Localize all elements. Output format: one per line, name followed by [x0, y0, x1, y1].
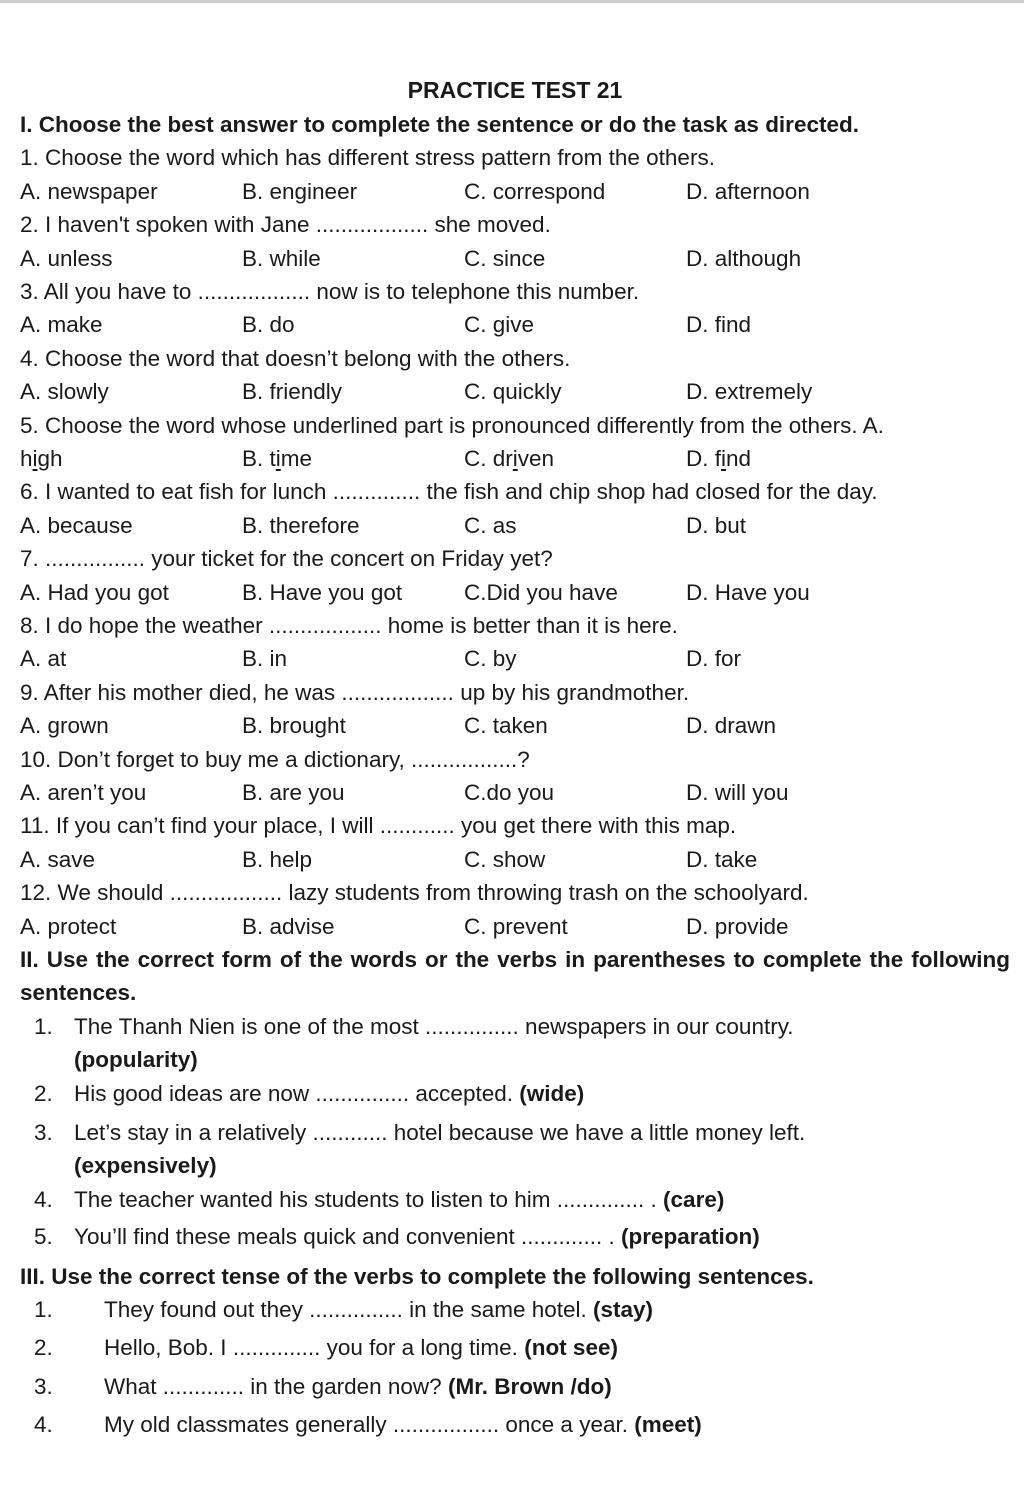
item-number: 4.: [34, 1412, 53, 1438]
options-12: [20, 910, 1010, 943]
item-number: 5.: [34, 1224, 53, 1250]
options-11: [20, 843, 1010, 876]
option-d[interactable]: D. afternoon: [686, 178, 810, 204]
option-c[interactable]: [464, 442, 686, 475]
options-3: [20, 308, 1010, 341]
question-10: 10. Don’t forget to buy me a dictionary, .................?: [20, 746, 530, 772]
item-verb: (not see): [524, 1335, 618, 1361]
list-item: [20, 1220, 1010, 1253]
option-c-underlined: i: [512, 446, 518, 471]
option-c-pre: C. dr: [464, 446, 513, 471]
option-b-underlined: i: [275, 446, 281, 471]
option-a-underlined: i: [32, 446, 38, 471]
item-word: (preparation): [621, 1224, 760, 1250]
option-c[interactable]: C. give: [464, 312, 535, 338]
option-c[interactable]: C. prevent: [464, 913, 568, 939]
item-word: (wide): [519, 1080, 585, 1106]
section-2-heading: II. Use the correct form of the words or the verbs in parentheses to complete the following sentences.: [20, 946, 1010, 1006]
options-5: [20, 442, 1010, 475]
item-sentence: My old classmates generally ................. once a year.: [104, 1412, 628, 1438]
option-a[interactable]: A. at: [20, 646, 67, 672]
question-2: 2. I haven't spoken with Jane .................. she moved.: [20, 212, 551, 238]
section-2-list: [20, 1010, 1010, 1254]
option-b[interactable]: B. brought: [242, 713, 346, 739]
top-border: [0, 0, 1024, 3]
item-number: 4.: [34, 1186, 53, 1212]
question-5: 5. Choose the word whose underlined part is pronounced differently from the others. A.: [20, 412, 884, 438]
item-number: 2.: [34, 1080, 53, 1106]
list-item: [20, 1010, 1010, 1077]
page-title: PRACTICE TEST 21: [407, 77, 623, 103]
option-a[interactable]: A. slowly: [20, 379, 109, 405]
item-sentence: The teacher wanted his students to listen to him .............. .: [74, 1186, 657, 1212]
question-8: 8. I do hope the weather .................. home is better than it is here.: [20, 612, 678, 638]
options-4: [20, 375, 1010, 408]
option-a[interactable]: A. because: [20, 512, 133, 538]
question-9: 9. After his mother died, he was .................. up by his grandmother.: [20, 679, 690, 705]
option-d-pre: D. f: [686, 446, 722, 471]
option-b[interactable]: B. Have you got: [242, 579, 403, 605]
item-text: [104, 1331, 1010, 1364]
option-b-pre: B. t: [242, 446, 276, 471]
option-a[interactable]: A. grown: [20, 713, 109, 739]
option-b[interactable]: B. do: [242, 312, 295, 338]
option-b[interactable]: B. advise: [242, 913, 335, 939]
item-sentence: You’ll find these meals quick and convenient ............. .: [74, 1224, 615, 1250]
option-b[interactable]: B. friendly: [242, 379, 343, 405]
list-item: [20, 1293, 1010, 1326]
item-text: [74, 1183, 1010, 1216]
option-a-pre: h: [20, 446, 33, 471]
item-sentence: They found out they ............... in the same hotel.: [104, 1297, 587, 1323]
item-text: [104, 1293, 1010, 1326]
option-b[interactable]: [242, 442, 464, 475]
item-text: [74, 1010, 1010, 1077]
section-3-heading: III. Use the correct tense of the verbs to complete the following sentences.: [20, 1263, 814, 1289]
option-a[interactable]: A. save: [20, 846, 96, 872]
item-word: (expensively): [74, 1153, 217, 1179]
question-12: 12. We should .................. lazy students from throwing trash on the schoolyard.: [20, 880, 809, 906]
option-c[interactable]: C.do you: [464, 779, 555, 805]
options-7: [20, 576, 1010, 609]
option-d[interactable]: D. find: [686, 312, 752, 338]
question-list: [20, 141, 1010, 943]
question-1: 1. Choose the word which has different stress pattern from the others.: [20, 145, 715, 171]
option-d[interactable]: D. Have you: [686, 579, 810, 605]
option-b-post: me: [280, 446, 313, 471]
option-c[interactable]: C. since: [464, 245, 546, 271]
option-a-post: gh: [37, 446, 63, 471]
item-number: 3.: [34, 1373, 53, 1399]
option-c[interactable]: C.Did you have: [464, 579, 618, 605]
options-2: [20, 242, 1010, 275]
item-sentence: What ............. in the garden now?: [104, 1373, 442, 1399]
options-10: [20, 776, 1010, 809]
option-a[interactable]: A. unless: [20, 245, 113, 271]
question-3: 3. All you have to .................. now is to telephone this number.: [20, 279, 640, 304]
options-6: [20, 509, 1010, 542]
item-verb: (stay): [593, 1297, 654, 1323]
option-b[interactable]: B. therefore: [242, 512, 360, 538]
list-item: [20, 1116, 1010, 1183]
option-a[interactable]: A. protect: [20, 913, 117, 939]
question-4: 4. Choose the word that doesn’t belong with the others.: [20, 345, 571, 371]
option-c[interactable]: C. show: [464, 846, 546, 872]
option-a[interactable]: A. aren’t you: [20, 779, 147, 805]
option-a[interactable]: A. newspaper: [20, 178, 158, 204]
section-1-heading: I. Choose the best answer to complete the sentence or do the task as directed.: [20, 112, 859, 137]
option-d[interactable]: D. drawn: [686, 713, 777, 739]
list-item: [20, 1370, 1010, 1403]
option-d[interactable]: D. will you: [686, 779, 789, 805]
question-7: 7. ................ your ticket for the concert on Friday yet?: [20, 546, 553, 572]
section-3-list: [20, 1293, 1010, 1442]
option-d[interactable]: D. although: [686, 245, 802, 271]
option-d[interactable]: [686, 442, 936, 475]
item-number: 2.: [34, 1335, 53, 1361]
option-a[interactable]: A. Had you got: [20, 579, 169, 605]
option-b[interactable]: B. while: [242, 245, 321, 271]
list-item: [20, 1408, 1010, 1441]
worksheet: [20, 72, 1010, 1442]
option-d[interactable]: D. for: [686, 646, 742, 672]
item-text: [74, 1116, 1010, 1183]
list-item: [20, 1183, 1010, 1216]
option-c[interactable]: C. correspond: [464, 178, 606, 204]
item-verb: (meet): [634, 1412, 702, 1438]
item-number: 1.: [34, 1013, 53, 1039]
options-8: [20, 642, 1010, 675]
question-11: 11. If you can’t find your place, I will ............ you get there with this map.: [20, 813, 737, 839]
option-a[interactable]: [20, 442, 242, 475]
options-9: [20, 709, 1010, 742]
option-b[interactable]: B. are you: [242, 779, 345, 805]
item-sentence: The Thanh Nien is one of the most ............... newspapers in our country.: [74, 1013, 794, 1039]
item-number: 1.: [34, 1297, 53, 1323]
option-d[interactable]: D. extremely: [686, 379, 813, 405]
option-b[interactable]: B. engineer: [242, 178, 358, 204]
item-text: [74, 1077, 1010, 1110]
option-c[interactable]: C. by: [464, 646, 517, 672]
item-text: [104, 1408, 1010, 1441]
option-a[interactable]: A. make: [20, 312, 103, 338]
item-sentence: His good ideas are now ............... accepted.: [74, 1080, 513, 1106]
option-c-post: ven: [517, 446, 555, 471]
option-d-underlined: i: [721, 446, 727, 471]
option-c[interactable]: C. as: [464, 512, 517, 538]
option-b[interactable]: B. help: [242, 846, 313, 872]
item-sentence: Let’s stay in a relatively ............ hotel because we have a little money left.: [74, 1120, 806, 1145]
option-d[interactable]: D. provide: [686, 913, 789, 939]
list-item: [20, 1077, 1010, 1110]
options-1: [20, 175, 1010, 208]
option-c[interactable]: C. quickly: [464, 379, 562, 405]
item-text: [104, 1370, 1010, 1403]
item-word: (care): [663, 1186, 725, 1212]
item-sentence: Hello, Bob. I .............. you for a long time.: [104, 1335, 518, 1361]
option-c[interactable]: C. taken: [464, 713, 548, 739]
option-d-post: nd: [726, 446, 752, 471]
question-6: 6. I wanted to eat fish for lunch .............. the fish and chip shop had closed for the day.: [20, 479, 878, 505]
item-number: 3.: [34, 1120, 53, 1145]
option-d[interactable]: D. take: [686, 846, 758, 872]
item-word: (popularity): [74, 1047, 198, 1073]
item-text: [74, 1220, 1010, 1253]
option-d[interactable]: D. but: [686, 512, 747, 538]
option-b[interactable]: B. in: [242, 646, 288, 672]
item-verb: (Mr. Brown /do): [447, 1373, 612, 1399]
list-item: [20, 1331, 1010, 1364]
